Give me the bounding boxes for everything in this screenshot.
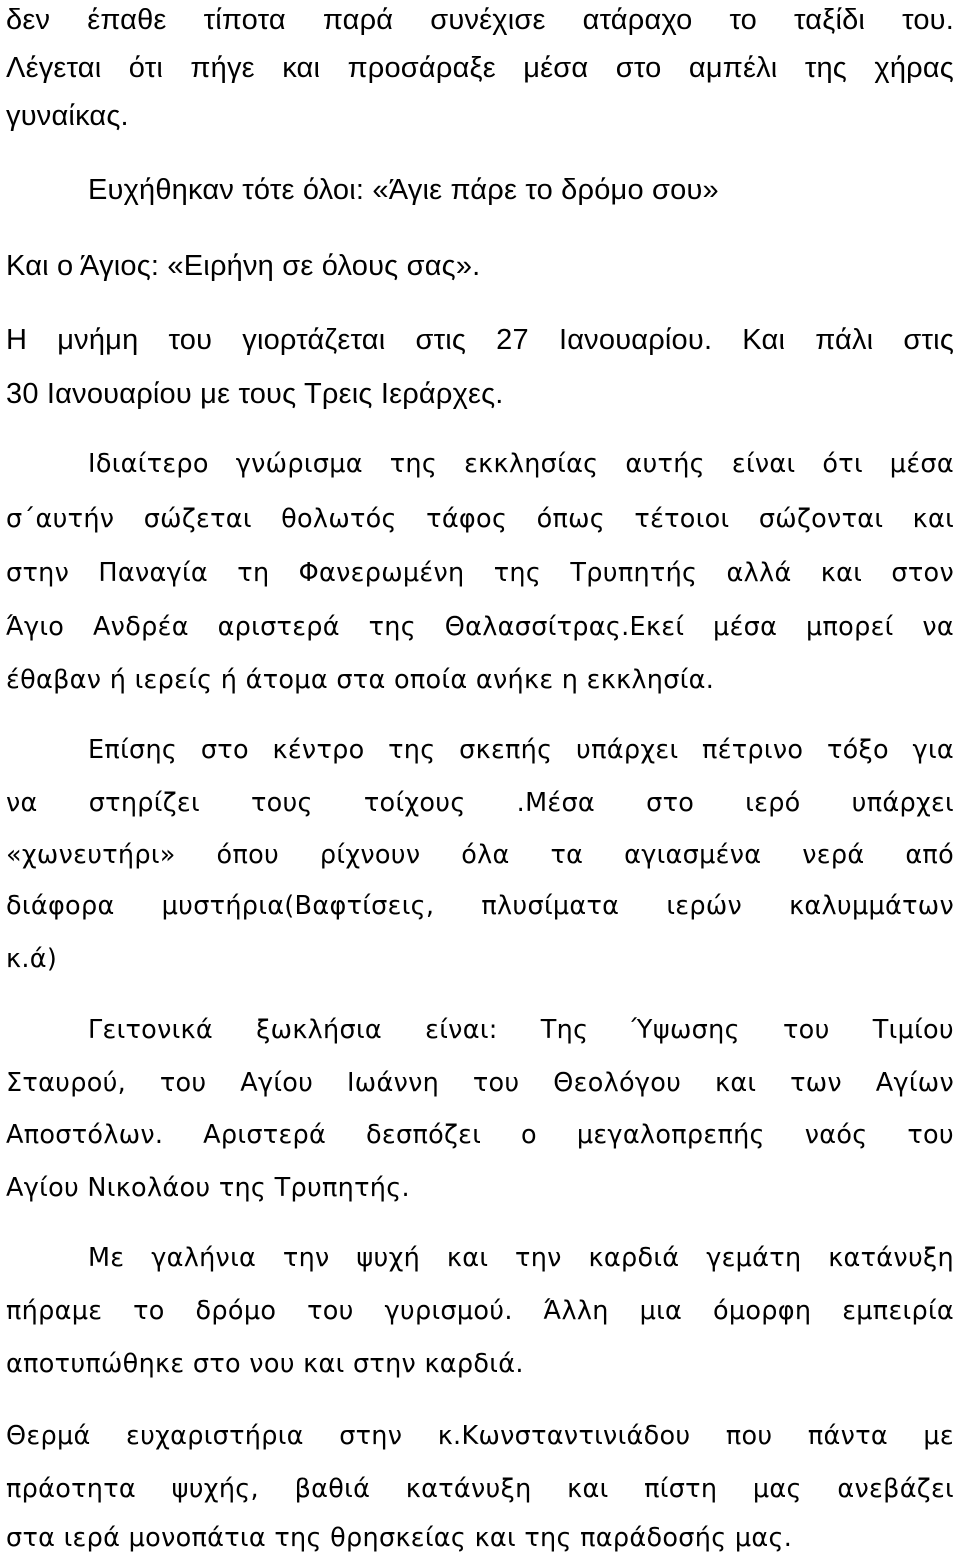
text-line-11: Άγιο Ανδρέα αριστερά της Θαλασσίτρας.Εκεί μέσα μπορεί να [6,612,954,642]
text-line-5: Και ο Άγιος: «Ειρήνη σε όλους σας». [6,250,481,282]
text-line-27: στα ιερά μονοπάτια της θρησκείας και της παράδοσής μας. [6,1523,793,1553]
text-line-13: Επίσης στο κέντρο της σκεπής υπάρχει πέτρινο τόξο για [88,735,954,765]
text-line-22: Με γαλήνια την ψυχή και την καρδιά γεμάτη κατάνυξη [88,1243,954,1273]
text-line-23: πήραμε το δρόμο του γυρισμού. Άλλη μια όμορφη εμπειρία [6,1296,954,1326]
text-line-26: πράοτητα ψυχής, βαθιά κατάνυξη και πίστη μας ανεβάζει [6,1474,954,1504]
text-line-9: σ΄αυτήν σώζεται θολωτός τάφος όπως τέτοιοι σώζονται και [6,504,954,534]
text-line-16: διάφορα μυστήρια(Βαφτίσεις, πλυσίματα ιερών καλυμμάτων [6,891,954,921]
text-line-21: Αγίου Νικολάου της Τρυπητής. [6,1173,410,1203]
text-line-10: στην Παναγία τη Φανερωμένη της Τρυπητής αλλά και στον [6,558,954,588]
text-line-8: Ιδιαίτερο γνώρισμα της εκκλησίας αυτής είναι ότι μέσα [88,449,954,479]
text-line-19: Σταυρού, του Αγίου Ιωάννη του Θεολόγου και των Αγίων [6,1068,954,1098]
text-line-6: Η μνήμη του γιορτάζεται στις 27 Ιανουαρίου. Και πάλι στις [6,324,954,356]
text-line-2: Λέγεται ότι πήγε και προσάραξε μέσα στο αμπέλι της χήρας [6,52,954,84]
text-line-18: Γειτονικά ξωκλήσια είναι: Της Ύψωσης του Τιμίου [88,1015,954,1045]
text-line-1: δεν έπαθε τίποτα παρά συνέχισε ατάραχο το ταξίδι του. [6,4,954,36]
text-line-14: να στηρίζει τους τοίχους .Μέσα στο ιερό υπάρχει [6,788,954,818]
text-line-3: γυναίκας. [6,100,129,132]
text-line-15: «χωνευτήρι» όπου ρίχνουν όλα τα αγιασμένα νερά από [6,840,954,870]
text-line-20: Αποστόλων. Αριστερά δεσπόζει ο μεγαλοπρεπής ναός του [6,1120,954,1150]
text-line-7: 30 Ιανουαρίου με τους Τρεις Ιεράρχες. [6,378,504,410]
text-line-25: Θερμά ευχαριστήρια στην κ.Κωνσταντινιάδου που πάντα με [6,1421,954,1451]
text-line-12: έθαβαν ή ιερείς ή άτομα στα οποία ανήκε η εκκλησία. [6,665,715,695]
text-line-24: αποτυπώθηκε στο νου και στην καρδιά. [6,1349,524,1379]
text-line-17: κ.ά) [6,944,58,974]
text-line-4: Ευχήθηκαν τότε όλοι: «Άγιε πάρε το δρόμο σου» [88,174,719,206]
